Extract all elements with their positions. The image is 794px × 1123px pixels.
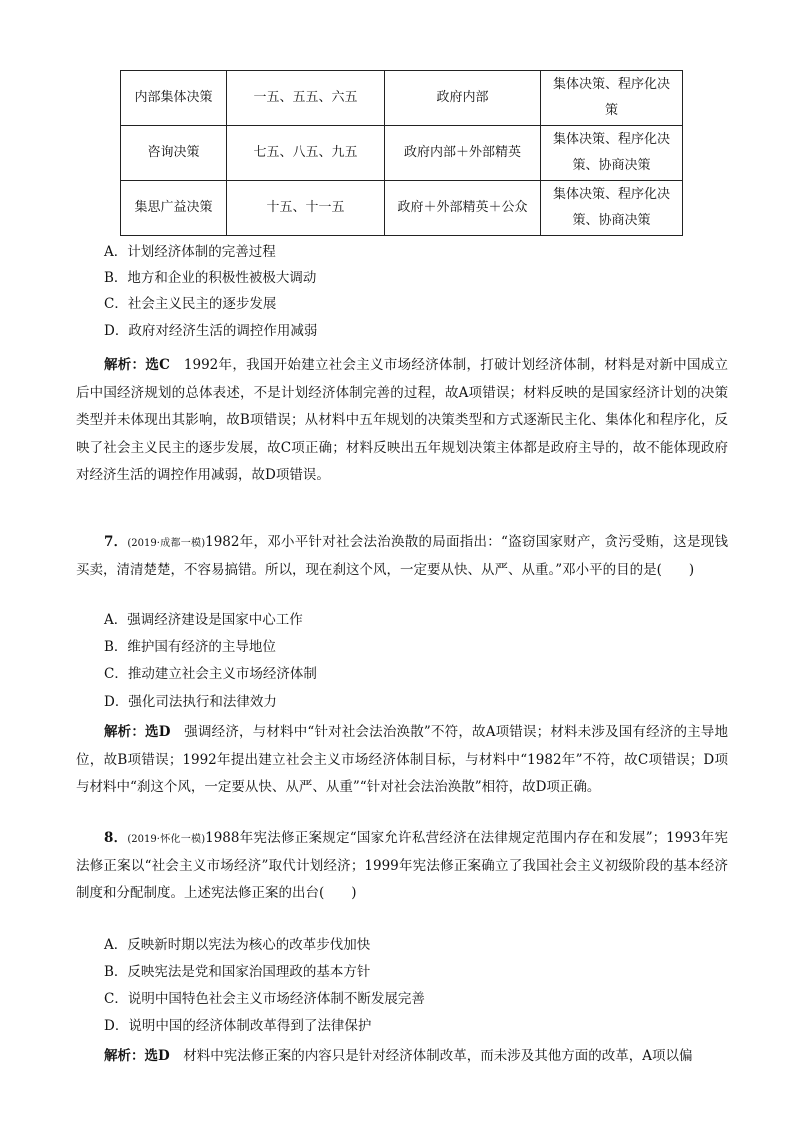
analysis-text: 强调经济，与材料中“针对社会法治涣散”不符，故A项错误；材料未涉及国有经济的主导地位，故B项错误；1992年提出建立社会主义市场经济体制目标，与材料中“1982年”不符，故C项错误；D项与材料中“刹这个风，一定要从快、从严、从重”“针对社会法治涣散”相符，故D项正确。 [76, 724, 728, 795]
method-line-2: 策、协商决策 [572, 158, 651, 173]
q6-option-c: C．社会主义民主的逐步发展 [104, 296, 277, 312]
subject-cell: 政府内部＋外部精英 [385, 126, 541, 181]
method-line-1: 集体决策、程序化决 [552, 77, 670, 92]
q6-option-a: A．计划经济体制的完善过程 [104, 244, 276, 260]
q7-analysis [76, 719, 728, 802]
q7-option-a: A．强调经济建设是国家中心工作 [104, 612, 303, 628]
method-line-1: 集体决策、程序化决 [552, 132, 670, 147]
q6-option-d: D．政府对经济生活的调控作用减弱 [104, 323, 318, 339]
q8-stem [76, 825, 728, 907]
decision-type-cell: 咨询决策 [121, 126, 227, 181]
analysis-label: 解析：选D [104, 1048, 170, 1064]
period-cell: 十五、十一五 [227, 181, 385, 236]
q8-option-d: D．说明中国的经济体制改革得到了法律保护 [104, 1018, 372, 1034]
method-cell [541, 126, 683, 181]
method-cell [541, 181, 683, 236]
subject-cell: 政府＋外部精英＋公众 [385, 181, 541, 236]
question-source: (2019·怀化一模) [127, 834, 206, 845]
method-line-2: 策 [604, 103, 618, 118]
question-text: 1988年宪法修正案规定“国家允许私营经济在法律规定范围内存在和发展”；1993年宪法修正案以“社会主义市场经济”取代计划经济；1999年宪法修正案确立了我国社会主义初级阶段的基本经济制度和分配制度。上述宪法修正案的出台( ) [76, 830, 728, 901]
method-cell [541, 71, 683, 126]
q7-option-b: B．维护国有经济的主导地位 [104, 639, 276, 655]
q7-option-d: D．强化司法执行和法律效力 [104, 694, 277, 710]
analysis-label: 解析：选D [104, 724, 171, 740]
period-cell: 一五、五五、六五 [227, 71, 385, 126]
table-row [121, 181, 683, 236]
decision-table [120, 70, 683, 236]
table-row [121, 126, 683, 181]
q8-analysis [76, 1043, 728, 1071]
analysis-text: 1992年，我国开始建立社会主义市场经济体制，打破计划经济体制，材料是对新中国成立后中国经济规划的总体表述，不是计划经济体制完善的过程，故A项错误；材料反映的是国家经济计划的决策类型并未体现出其影响，故B项错误；从材料中五年规划的决策类型和方式逐渐民主化、集体化和程序化，反映了社会主义民主的逐步发展，故C项正确；材料反映出五年规划决策主体都是政府主导的，故不能体现政府对经济生活的调控作用减弱，故D项错误。 [76, 357, 728, 483]
period-cell: 七五、八五、九五 [227, 126, 385, 181]
analysis-text: 材料中宪法修正案的内容只是针对经济体制改革，而未涉及其他方面的改革，A项以偏 [169, 1048, 693, 1064]
question-number: 7． [104, 534, 128, 550]
question-source: (2019·成都一模) [127, 538, 206, 549]
table-row [121, 71, 683, 126]
question-number: 8． [104, 830, 128, 846]
q8-option-c: C．说明中国特色社会主义市场经济体制不断发展完善 [104, 991, 425, 1007]
analysis-label: 解析：选C [104, 357, 170, 373]
method-line-1: 集体决策、程序化决 [552, 187, 670, 202]
q8-option-a: A．反映新时期以宪法为核心的改革步伐加快 [104, 937, 371, 953]
decision-type-cell: 集思广益决策 [121, 181, 227, 236]
q6-option-b: B．地方和企业的积极性被极大调动 [104, 270, 317, 286]
question-text: 1982年，邓小平针对社会法治涣散的局面指出：“盗窃国家财产，贪污受贿，这是现钱买卖，清清楚楚，不容易搞错。所以，现在刹这个风，一定要从快、从严、从重。”邓小平的目的是( ) [76, 534, 728, 578]
decision-type-cell: 内部集体决策 [121, 71, 227, 126]
q8-option-b: B．反映宪法是党和国家治国理政的基本方针 [104, 964, 371, 980]
q7-option-c: C．推动建立社会主义市场经济体制 [104, 666, 317, 682]
method-line-2: 策、协商决策 [572, 213, 651, 228]
q7-stem [76, 529, 728, 584]
q6-analysis [76, 352, 728, 490]
subject-cell: 政府内部 [385, 71, 541, 126]
